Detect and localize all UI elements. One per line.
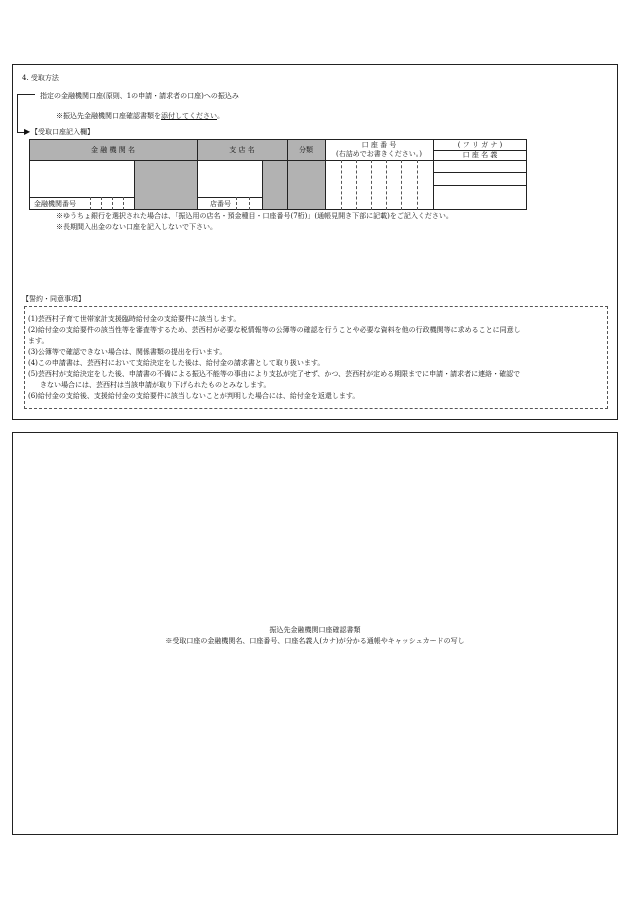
account-number-field[interactable] [326,161,433,209]
category-shaded-cell [287,161,325,209]
dormant-account-note: ※長期間入出金のない口座を記入しないで下さい。 [56,223,217,231]
bank-name-field[interactable] [30,161,134,197]
agreement-item: ます。 [28,337,49,345]
section-heading: 4. 受取方法 [22,74,59,82]
yucho-note: ※ゆうちょ銀行を選択された場合は、「振込用の店名・預金種目・口座番号(7桁)」(通帳見開き下部に記載)をご記入ください。 [56,212,453,220]
attachment-description: ※受取口座の金融機関名、口座番号、口座名義人(カナ)が分かる通帳やキャッシュカードの写し [165,637,465,645]
agreement-item: (2)給付金の支給要件の該当性等を審査等するため、芸西村が必要な税情報等の公簿等の確認を行うことや必要な資料を他の行政機関等に求めることに同意し [28,326,521,334]
branch-name-field[interactable] [198,161,262,197]
agreement-item: きない場合には、芸西村は当該申請が取り下げられたものとみなします。 [40,381,271,389]
header-bank-name: 金 融 機 関 名 [91,146,135,154]
bank-shaded-cell [134,161,197,209]
agreement-item: (5)芸西村が支給決定をした後、申請書の不備による振込不能等の事由により支払が完了せず、かつ、芸西村が定める期限までに申請・請求者に連絡・確認で [28,370,521,378]
branch-shaded-cell [262,161,287,209]
agreement-item: (3)公簿等で確認できない場合は、関係書類の提出を行います。 [28,348,227,356]
header-category: 分類 [299,146,313,154]
bank-code-field[interactable] [90,198,134,209]
connector-line [17,94,18,133]
header-account-holder: 口 座 名 義 [462,151,498,159]
agreement-heading: 【誓約・同意事項】 [22,295,85,303]
account-holder-field[interactable] [434,173,526,209]
attachment-note: ※振込先金融機関口座確認書類を添付してください。 [56,112,224,120]
agreement-item: (4)この申請書は、芸西村において支給決定をした後は、給付金の請求書として取り扱います。 [28,359,325,367]
arrow-right-icon: ▶ [24,127,31,136]
header-account-number-note: (右詰めでお書きください。) [336,150,422,158]
header-branch-name: 支 店 名 [229,146,255,154]
branch-code-field[interactable] [236,198,262,209]
bank-code-label: 金融機関番号 [34,200,76,208]
header-furigana: ( フ リ ガ ナ ) [457,141,503,149]
agreement-item: (6)給付金の支給後、支援給付金の支給要件に該当しないことが判明した場合には、給付金を返還します。 [28,392,360,400]
agreement-item: (1)芸西村子育て世帯家計支援臨時給付金の支給要件に該当します。 [28,315,241,323]
attach-emphasis: 添付してください [161,112,217,120]
connector-line-top [17,94,35,95]
furigana-field[interactable] [434,161,526,172]
header-account-number: 口 座 番 号 [361,141,397,149]
attachment-title: 振込先金融機関口座確認書類 [269,626,361,634]
branch-code-label: 店番号 [210,200,231,208]
account-entry-label: 【受取口座記入欄】 [31,128,94,136]
deposit-option-text: 指定の金融機関口座(原則、1の申請・請求者の口座)への振込み [40,92,239,100]
